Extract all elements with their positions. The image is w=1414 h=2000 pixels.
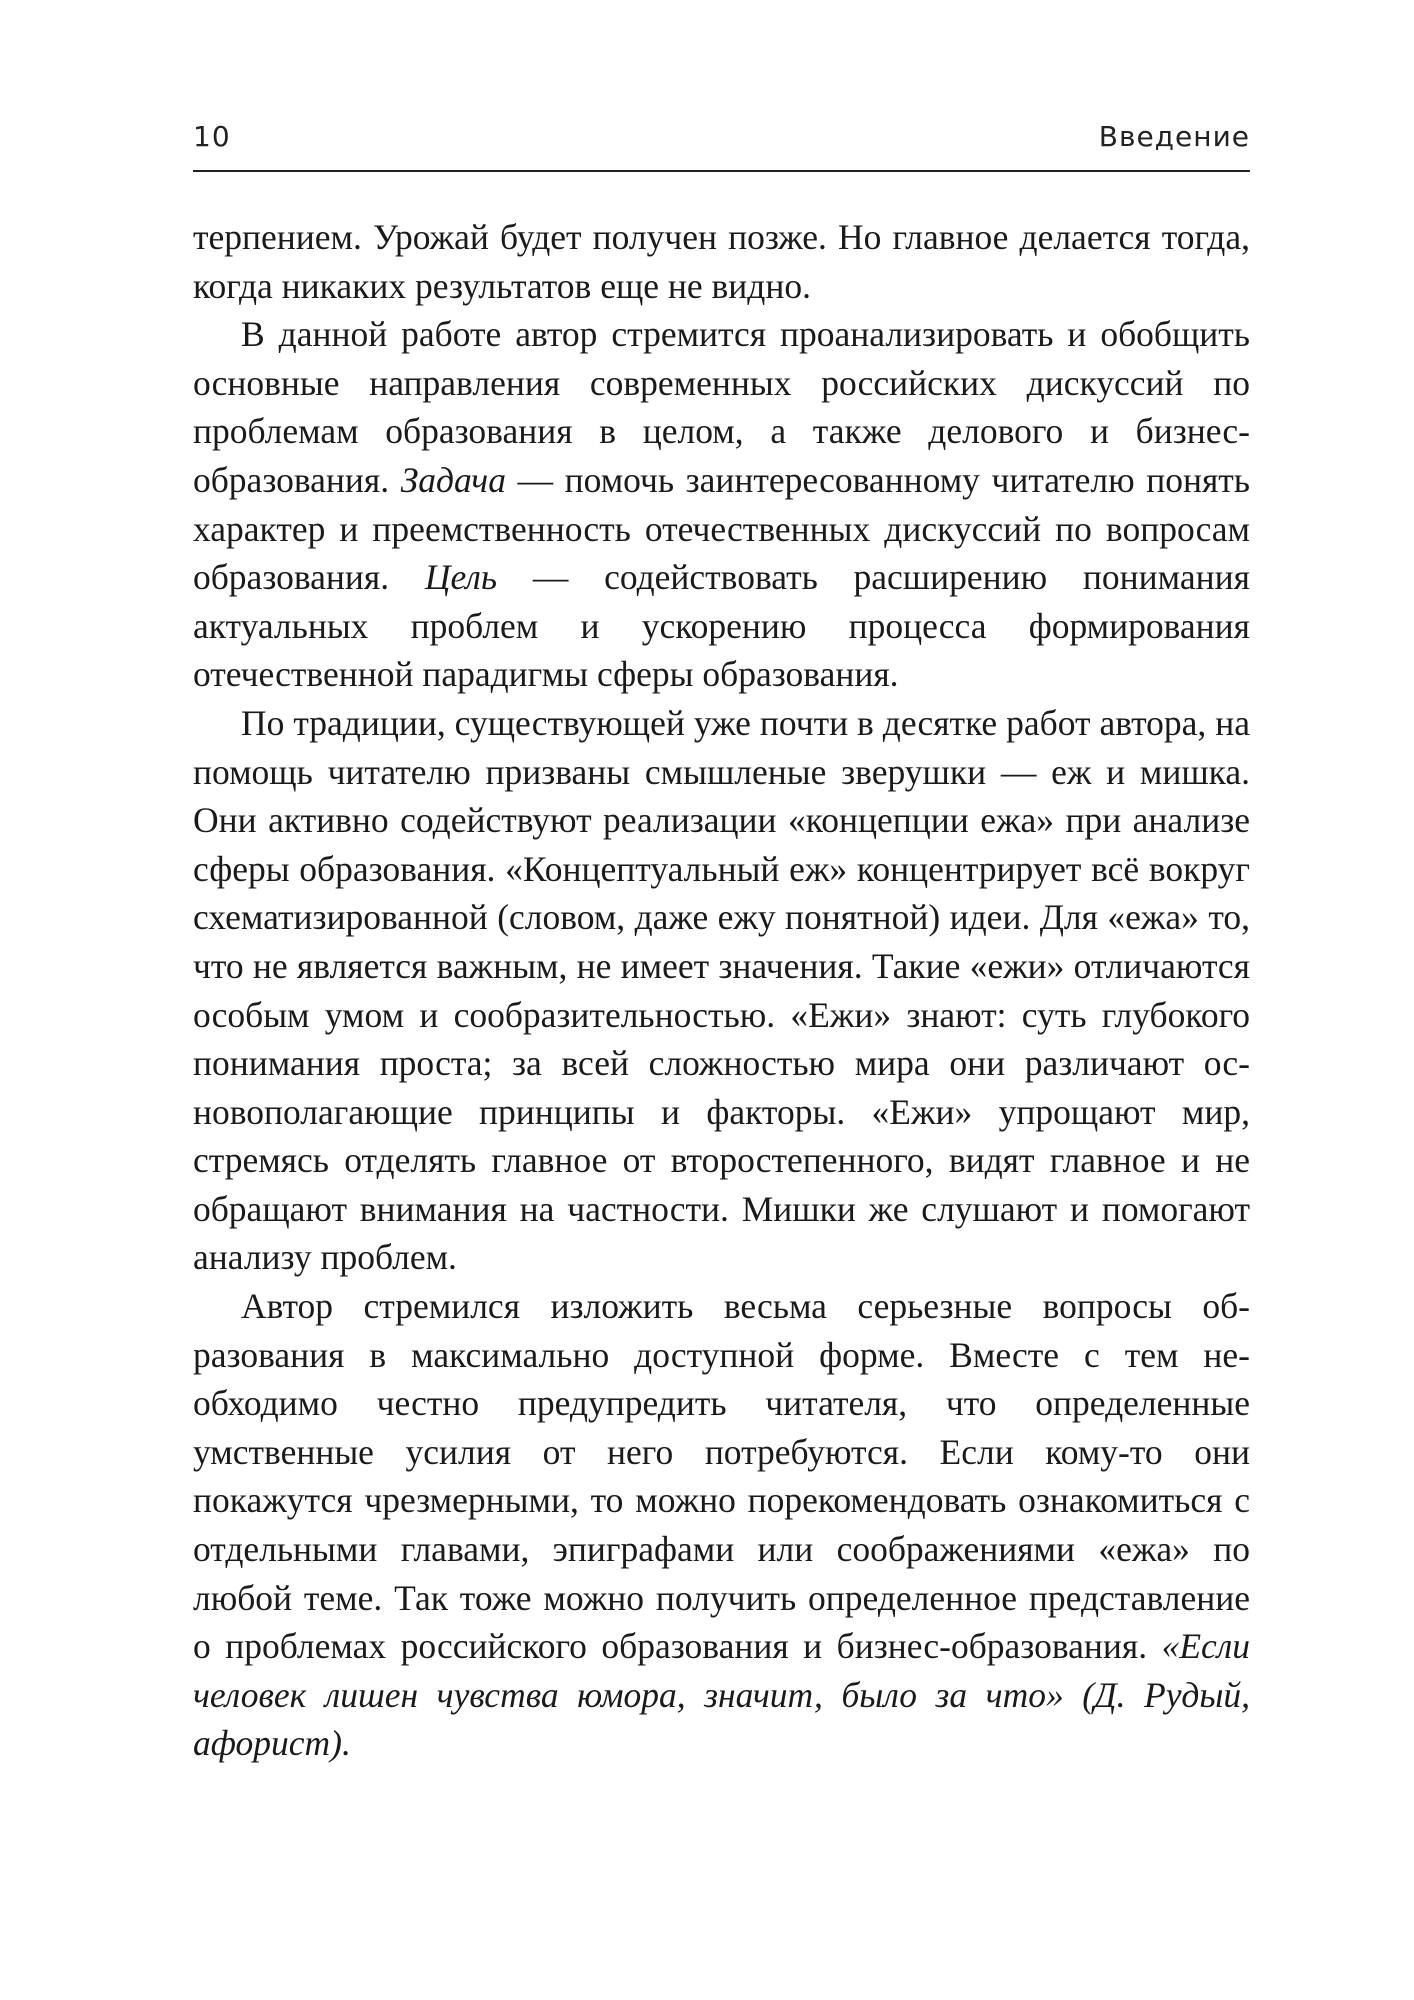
running-head: [193, 112, 1250, 162]
text-run: — содействовать расширению понимания актуальных проблем и ускорению процесса формирования отечественной парадигмы сферы образования.: [193, 557, 1250, 695]
paragraph: [193, 213, 1250, 310]
text-run: терпением. Урожай будет получен позже. Но главное делается тогда, когда никаких результатов еще не видно.: [193, 217, 1250, 306]
paragraph: [193, 699, 1250, 1282]
text-run: Автор стремился изложить весьма серьезные вопросы образования в максимально доступной форме. Вместе с тем необходимо честно предупредить читателя, что определенные умственные усилия от него потребуются. Если кому-то они покажутся чрезмерными, то можно порекомендовать ознакомиться с отдельными главами, эпиграфами или соображениями «ежа» по любой теме. Так тоже можно получить определенное представление о проблемах российского образования и бизнес-образования.: [193, 1286, 1250, 1667]
body-text: [193, 213, 1250, 1768]
text-run: — помочь заинтересованному читателю понять характер и преемственность отечественных дискуссий по вопросам образования.: [193, 459, 1250, 598]
text-run: В данной работе автор стремится проанализировать и обобщить основные направления современных российских дискуссий по проблемам образования в целом, а также делового и бизнес-образования.: [193, 314, 1250, 500]
section-title: Введение: [1098, 120, 1250, 153]
page-number: 10: [193, 120, 231, 153]
paragraph: [193, 1282, 1250, 1768]
italic-run: «Если человек лишен чувства юмора, значит, было за что» (Д. Рудый, афорист).: [193, 1626, 1250, 1764]
paragraph: [193, 310, 1250, 699]
italic-run: Цель: [424, 557, 498, 598]
text-run: По традиции, существующей уже почти в десятке работ автора, на помощь читателю призваны смышленые зверушки — еж и мишка. Они активно содействуют реализации «концепции ежа» при анализе сферы образования. «Концептуальный еж» концентрирует всё вокруг схематизированной (словом, даже ежу понятной) идеи. Для «ежа» то, что не является важным, не имеет значения. Такие «ежи» отличаются особым умом и сообразительностью. «Ежи» знают: суть глубокого понимания проста; за всей сложностью мира они различают основополагающие принципы и факторы. «Ежи» упрощают мир, стремясь отделять главное от второстепенного, видят главное и не обращают внимания на частности. Мишки же слушают и помогают анализу проблем.: [193, 702, 1250, 1278]
italic-run: Задача: [400, 459, 506, 500]
header-rule: [193, 170, 1250, 172]
